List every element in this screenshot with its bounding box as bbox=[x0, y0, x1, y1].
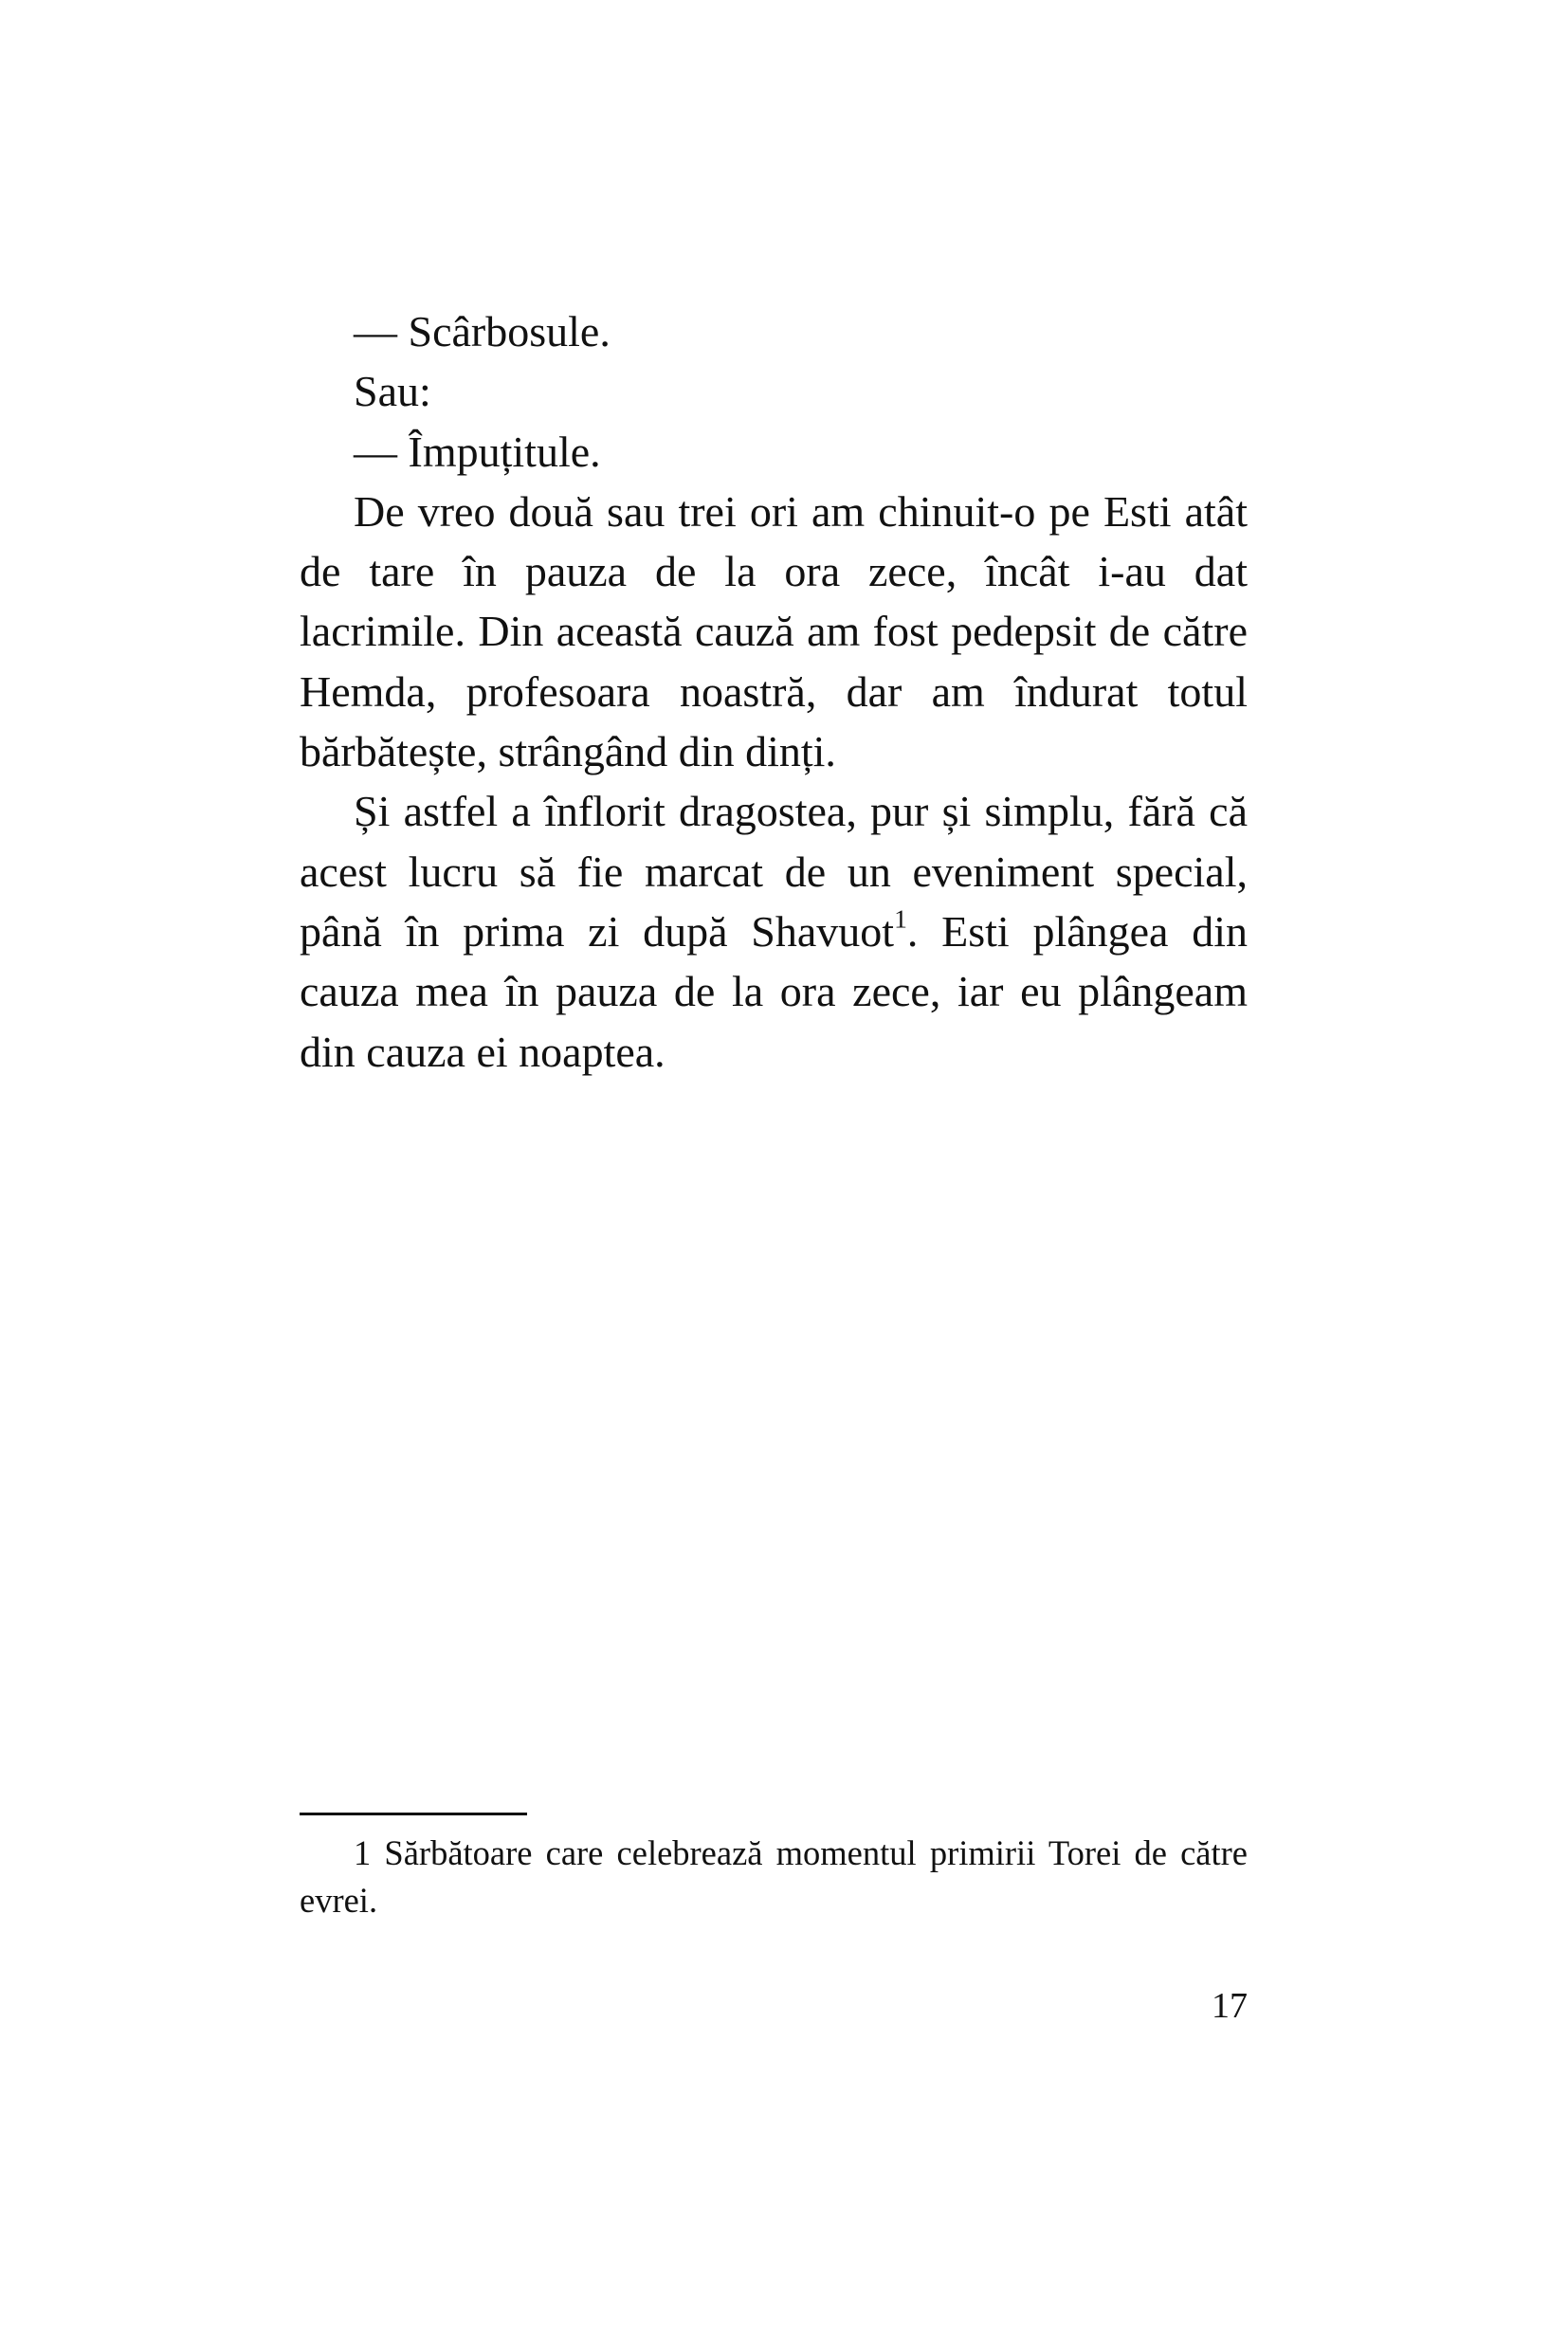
paragraph bbox=[300, 781, 1248, 1081]
body-text bbox=[300, 301, 1248, 1082]
footnote-text: 1 Sărbătoare care celebrează momentul primirii Torei de către evrei. bbox=[300, 1833, 1248, 1920]
dialogue-line: — Scârbosule. bbox=[354, 307, 611, 355]
dialogue-line: — Împuțitule. bbox=[354, 427, 601, 476]
dialogue-line: Sau: bbox=[354, 367, 431, 416]
footnote-separator bbox=[300, 1813, 527, 1815]
paragraph-text-start: Și astfel a înflorit dragostea, pur și simplu, fără că acest lucru să fie marcat de un eveniment special, până în prima zi după Shavuot bbox=[300, 787, 1248, 956]
paragraph-text-end: . Esti plângea din cauza mea în pauza de la ora zece, iar eu plângeam din cauza ei noaptea. bbox=[300, 906, 1249, 1076]
page-number: 17 bbox=[1212, 1986, 1248, 2026]
footnote bbox=[300, 1830, 1248, 1924]
paragraph: De vreo două sau trei ori am chinuit-o pe Esti atât de tare în pauza de la ora zece, încât i-au dat lacrimile. Din această cauză am fost pedepsit de către Hemda, profesoara noastră, dar am îndurat totul bărbătește, strângând din dinți. bbox=[300, 486, 1248, 776]
footnote-reference: 1 bbox=[894, 903, 907, 934]
